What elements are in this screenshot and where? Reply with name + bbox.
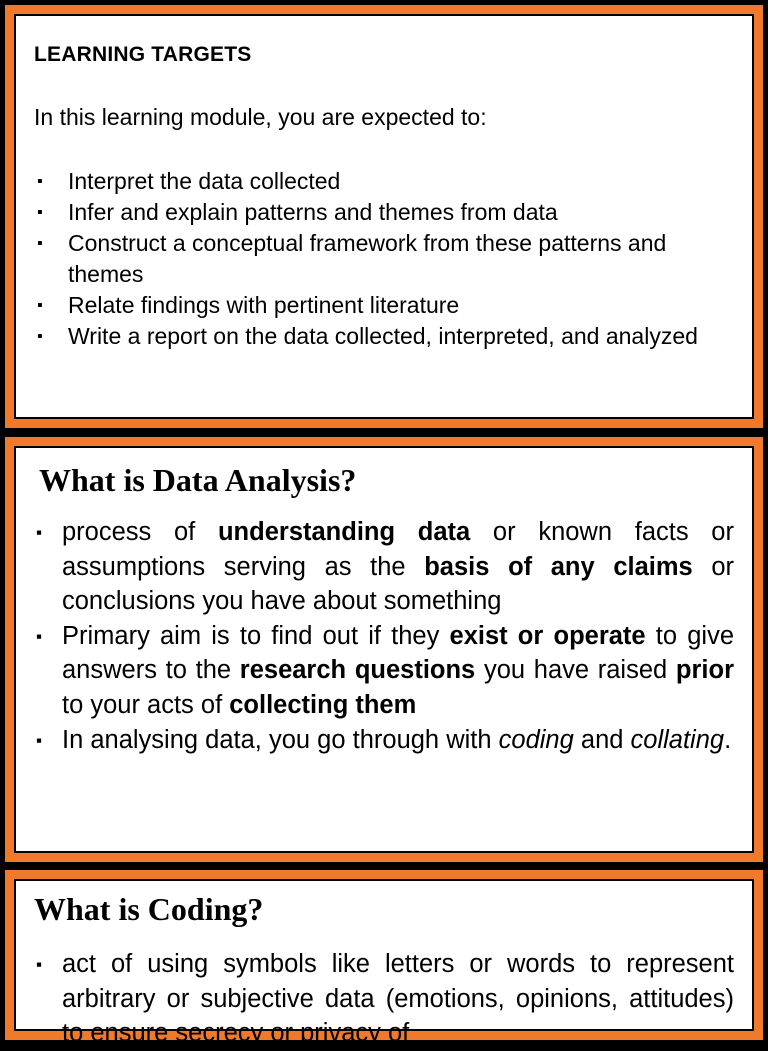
list-item-text: you have raised [475,656,676,685]
data-analysis-list [34,515,734,757]
list-item-text: Construct a conceptual framework from these patterns and themes [68,230,667,287]
list-item-text: to give answers to the [62,621,735,685]
list-item-text: coding [498,725,574,754]
slide-content-panel [14,879,754,1048]
slide-content-panel [14,14,754,419]
learning-targets-intro: In this learning module, you are expected to: [34,104,487,130]
coding-list [34,947,734,1051]
list-item [34,723,734,758]
list-item-text: Write a report on the data collected, interpreted, and analyzed [68,323,698,349]
list-item-text: In analysing data, you go through with [62,725,499,754]
list-item-text: or conclusions you have about something [62,552,735,616]
list-item-text: basis of any claims [424,552,693,581]
list-item-text: or known facts or assumptions serving as the [62,518,734,581]
square-bullet-icon: ▪ [37,328,43,345]
list-item [34,197,744,228]
coding-title: What is Coding? [34,891,264,927]
list-item-text: Relate findings with pertinent literature [68,292,460,318]
coding-slide [5,870,763,1048]
square-bullet-icon: ▪ [36,626,43,646]
list-item-text: collating [630,725,725,754]
list-item [34,166,744,197]
list-item-text: Infer and explain patterns and themes from data [68,199,558,225]
square-bullet-icon: ▪ [37,173,43,190]
list-item-text: . [724,725,732,754]
list-item [34,947,734,1051]
list-item-text: collecting them [229,690,417,719]
list-item [34,321,744,352]
data-analysis-slide [5,437,763,862]
learning-targets-list [34,166,744,352]
data-analysis-title: What is Data Analysis? [39,462,357,498]
square-bullet-icon: ▪ [36,730,43,750]
square-bullet-icon: ▪ [36,523,43,542]
square-bullet-icon: ▪ [36,955,43,974]
list-item [34,290,744,321]
list-item-text: research questions [239,656,476,685]
list-item-text: and [573,725,631,754]
list-item-text: process of [62,518,218,546]
list-item-text: understanding data [217,518,471,546]
list-item-text: Interpret the data collected [68,168,341,194]
square-bullet-icon: ▪ [37,297,43,314]
list-item-text: prior [675,656,735,685]
learning-targets-slide [5,5,763,428]
list-item-text: exist or operate [449,621,646,650]
list-item-text: Primary aim is to find out if they [62,621,450,650]
slide-content-panel [14,446,754,853]
square-bullet-icon: ▪ [37,204,43,221]
list-item [34,515,734,619]
list-item [34,228,744,290]
list-item-text: act of using symbols like letters or words to represent arbitrary or subjective data (emotions, opinions, attitudes) to ensure secrecy or privacy of [62,950,734,1048]
square-bullet-icon: ▪ [37,235,43,252]
learning-targets-title: LEARNING TARGETS [34,43,252,66]
list-item [34,619,734,723]
list-item-text: to your acts of [62,690,230,719]
